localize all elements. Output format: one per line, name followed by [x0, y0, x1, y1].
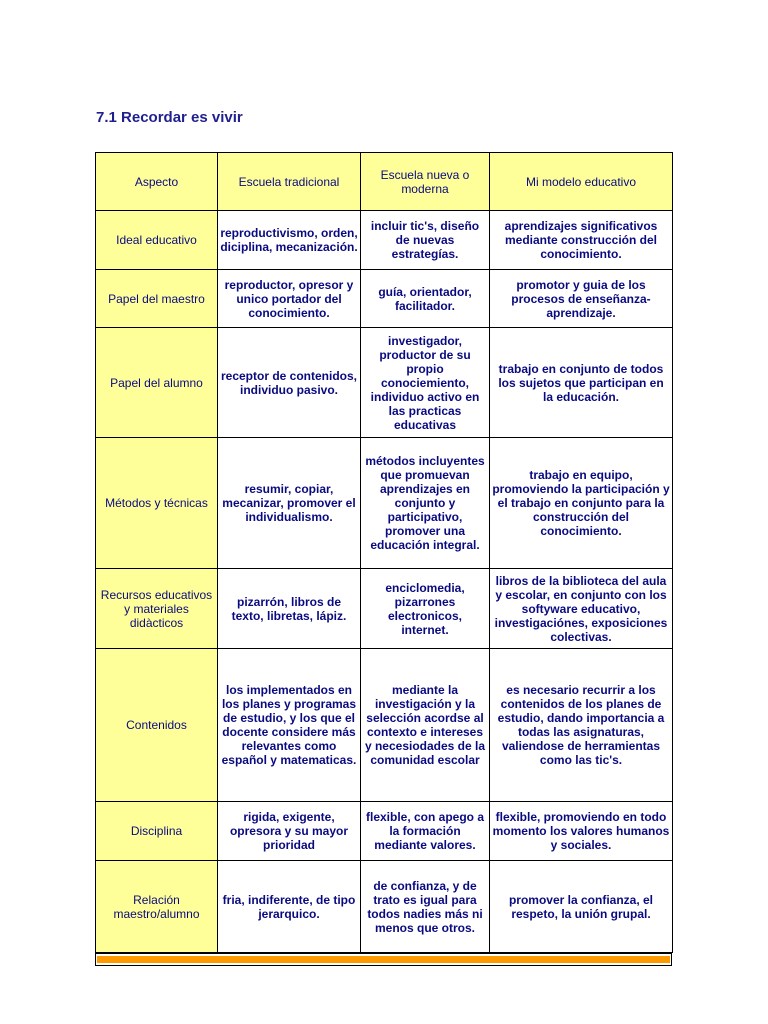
table-row	[96, 649, 673, 802]
table-row	[96, 438, 673, 569]
cell-tradicional: los implementados en los planes y programas de estudio, y los que el docente considere más relevantes como español y matematicas.	[218, 649, 361, 802]
cell-tradicional: fria, indiferente, de tipo jerarquico.	[218, 861, 361, 953]
row-aspect-label: Recursos educativos y materiales didàcticos	[96, 569, 218, 649]
cell-modelo: trabajo en equipo, promoviendo la participación y el trabajo en conjunto para la construcción del conocimiento.	[490, 438, 673, 569]
cell-modelo: flexible, promoviendo en todo momento los valores humanos y sociales.	[490, 802, 673, 861]
cell-tradicional: reproductor, opresor y unico portador del conocimiento.	[218, 270, 361, 328]
footer-bar-fill	[97, 956, 670, 963]
header-escuela-tradicional: Escuela tradicional	[218, 153, 361, 211]
cell-tradicional: resumir, copiar, mecanizar, promover el individualismo.	[218, 438, 361, 569]
row-aspect-label: Papel del alumno	[96, 328, 218, 438]
cell-modelo: trabajo en conjunto de todos los sujetos que participan en la educación.	[490, 328, 673, 438]
cell-tradicional: receptor de contenidos, individuo pasivo.	[218, 328, 361, 438]
header-row	[96, 153, 673, 211]
row-aspect-label: Papel del maestro	[96, 270, 218, 328]
cell-nueva: incluir tic's, diseño de nuevas estrategías.	[361, 211, 490, 270]
table-row	[96, 802, 673, 861]
row-aspect-label: Métodos y técnicas	[96, 438, 218, 569]
cell-tradicional: reproductivismo, orden, diciplina, mecanización.	[218, 211, 361, 270]
table-row	[96, 328, 673, 438]
row-aspect-label: Relación maestro/alumno	[96, 861, 218, 953]
row-aspect-label: Contenidos	[96, 649, 218, 802]
table-row	[96, 211, 673, 270]
page-title: 7.1 Recordar es vivir	[96, 109, 243, 126]
comparison-table	[95, 152, 673, 953]
cell-tradicional: rigida, exigente, opresora y su mayor prioridad	[218, 802, 361, 861]
cell-nueva: enciclomedia, pizarrones electronicos, internet.	[361, 569, 490, 649]
header-mi-modelo: Mi modelo educativo	[490, 153, 673, 211]
cell-nueva: de confianza, y de trato es igual para todos nadies más ni menos que otros.	[361, 861, 490, 953]
cell-nueva: guía, orientador, facilitador.	[361, 270, 490, 328]
cell-modelo: aprendizajes significativos mediante construcción del conocimiento.	[490, 211, 673, 270]
cell-modelo: es necesario recurrir a los contenidos de los planes de estudio, dando importancia a todas las asignaturas, valiendose de herramientas como las tic's.	[490, 649, 673, 802]
cell-modelo: promover la confianza, el respeto, la unión grupal.	[490, 861, 673, 953]
table-row	[96, 270, 673, 328]
row-aspect-label: Disciplina	[96, 802, 218, 861]
cell-nueva: investigador, productor de su propio conociemiento, individuo activo en las practicas educativas	[361, 328, 490, 438]
cell-modelo: promotor y guia de los procesos de enseñanza-aprendizaje.	[490, 270, 673, 328]
cell-modelo: libros de la biblioteca del aula y escolar, en conjunto con los softyware educativo, investigaciónes, exposiciones colectivas.	[490, 569, 673, 649]
header-escuela-nueva: Escuela nueva o moderna	[361, 153, 490, 211]
header-aspecto: Aspecto	[96, 153, 218, 211]
table-footer-bar	[95, 953, 672, 966]
table-row	[96, 569, 673, 649]
cell-nueva: métodos incluyentes que promuevan aprendizajes en conjunto y participativo, promover una educación integral.	[361, 438, 490, 569]
cell-nueva: mediante la investigación y la selección acordse al contexto e intereses y necesiodades de la comunidad escolar	[361, 649, 490, 802]
cell-tradicional: pizarrón, libros de texto, libretas, lápiz.	[218, 569, 361, 649]
cell-nueva: flexible, con apego a la formación mediante valores.	[361, 802, 490, 861]
row-aspect-label: Ideal educativo	[96, 211, 218, 270]
table-row	[96, 861, 673, 953]
